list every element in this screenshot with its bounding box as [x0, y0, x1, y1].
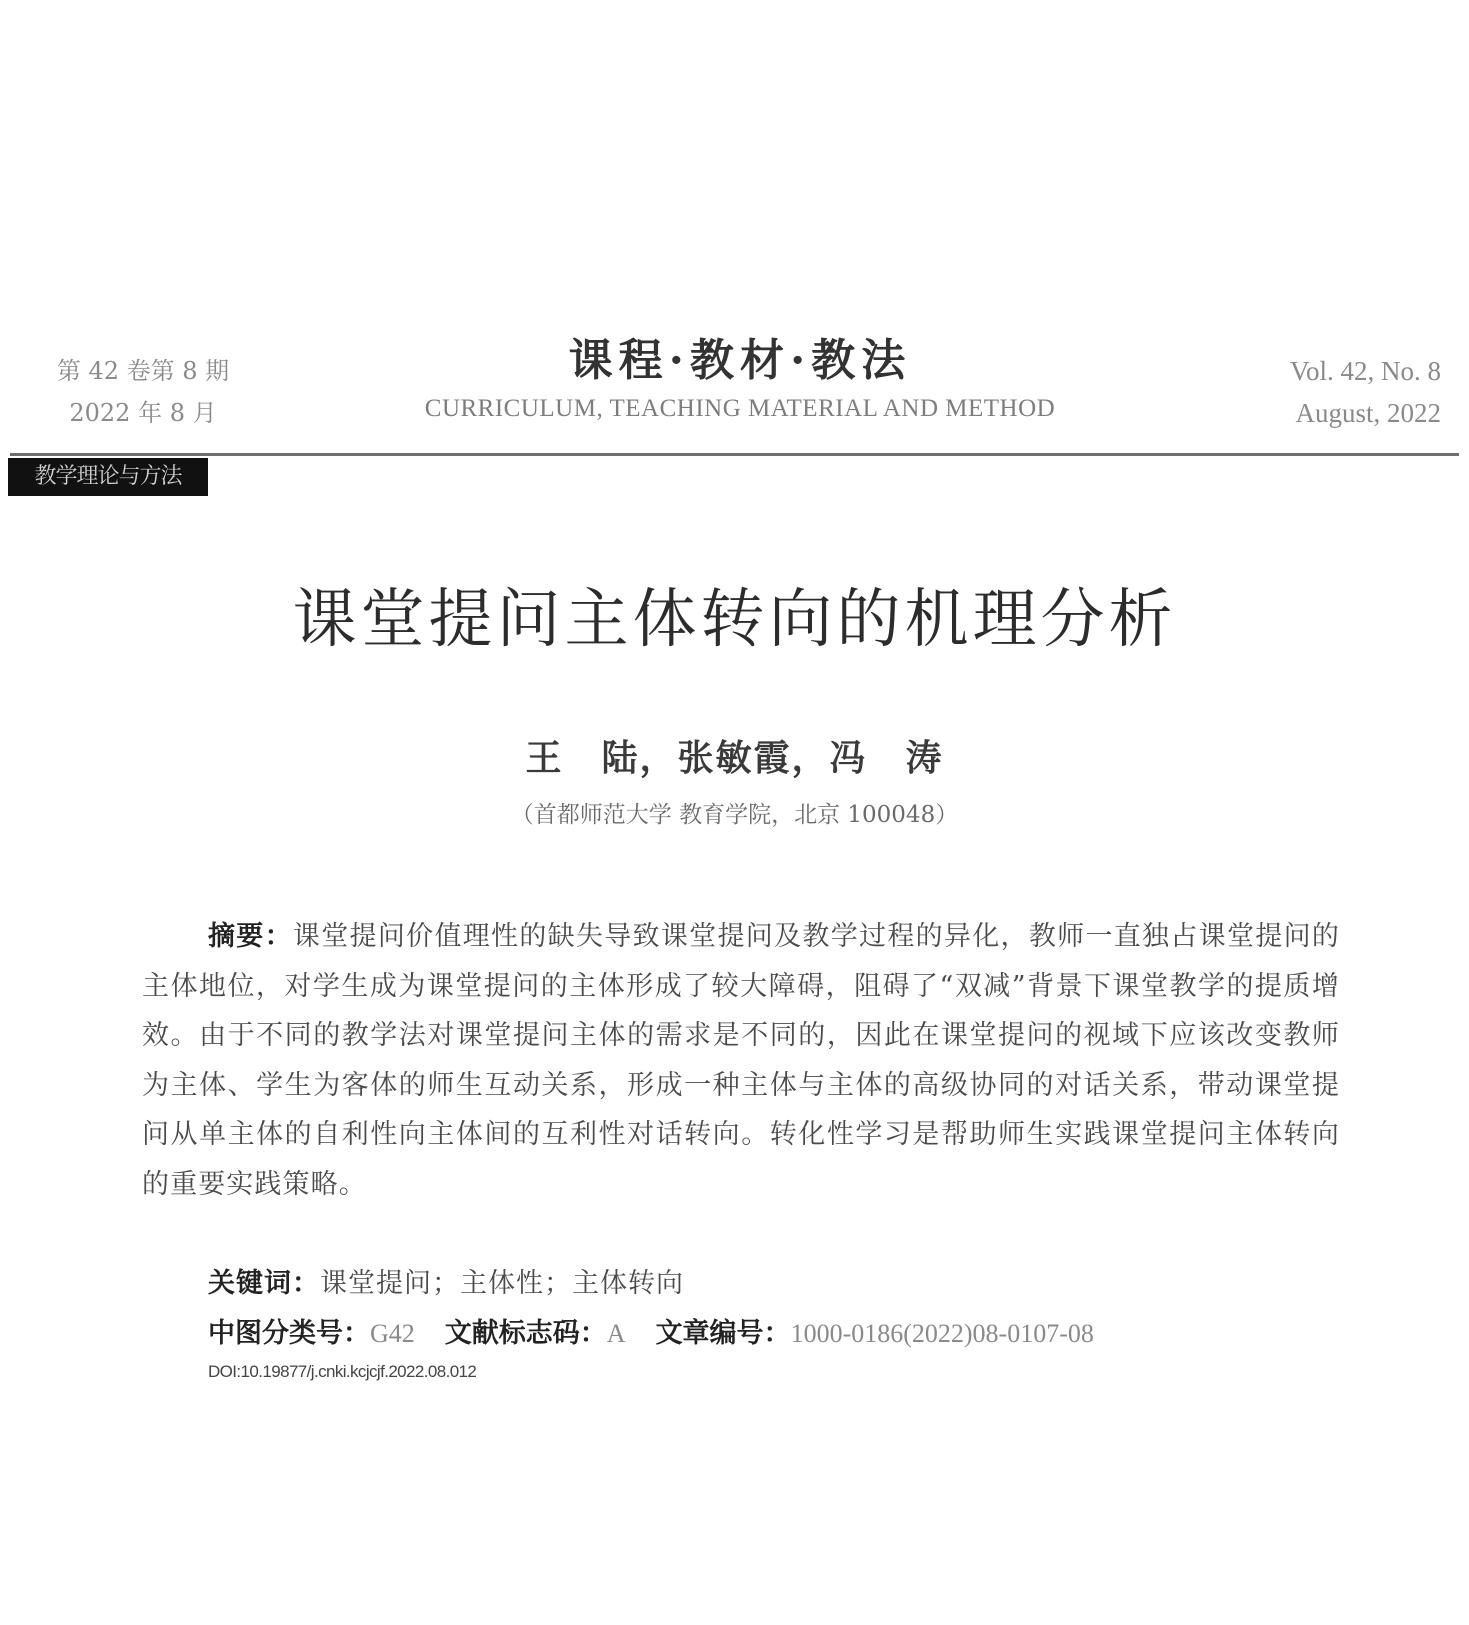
article-no-label: 文章编号：	[655, 1318, 791, 1349]
abstract	[142, 912, 1340, 1209]
article-title: 课堂提问主体转向的机理分析	[292, 583, 1177, 657]
author-list: 王 陆，张敏霞，冯 涛	[525, 737, 944, 779]
publication-date-cn: 2022 年 8 月	[69, 399, 217, 427]
volume-issue: 第 42 卷第 8 期	[56, 357, 230, 385]
journal-title: 课程·教材·教法	[568, 335, 912, 386]
doc-code-value: A	[606, 1319, 626, 1348]
publication-date-en: August, 2022	[1295, 398, 1441, 428]
journal-subtitle: CURRICULUM, TEACHING MATERIAL AND METHOD	[424, 395, 1056, 422]
journal-masthead	[400, 335, 1080, 429]
doc-code-label: 文献标志码：	[444, 1318, 607, 1349]
abstract-label: 摘要：	[208, 921, 293, 952]
clc-value: G42	[370, 1319, 415, 1348]
volume-issue-en: Vol. 42, No. 8	[1289, 356, 1441, 386]
keywords	[208, 1262, 1308, 1306]
section-tag: 教学理论与方法	[8, 458, 208, 496]
volume-issue-info-en	[1211, 350, 1441, 434]
classification-line	[208, 1312, 1358, 1356]
doi: DOI:10.19877/j.cnki.kcjcjf.2022.08.012	[208, 1362, 477, 1381]
author-affiliation: （首都师范大学 教育学院，北京 100048）	[510, 802, 959, 828]
article-no-value: 1000-0186(2022)08-0107-08	[790, 1319, 1094, 1348]
clc-label: 中图分类号：	[208, 1318, 370, 1349]
abstract-text: 课堂提问价值理性的缺失导致课堂提问及教学过程的异化，教师一直独占课堂提问的主体地位，对学生成为课堂提问的主体形成了较大障碍，阻碍了“双减”背景下课堂教学的提质增效。由于不同的教学法对课堂提问主体的需求是不同的，因此在课堂提问的视域下应该改变教师为主体、学生为客体的师生互动关系，形成一种主体与主体的高级协同的对话关系，带动课堂提问从单主体的自利性向主体间的互利性对话转向。转化性学习是帮助师生实践课堂提问主体转向的重要实践策略。	[142, 921, 1340, 1200]
keywords-label: 关键词：	[208, 1268, 320, 1299]
volume-issue-info	[48, 350, 238, 434]
keywords-text: 课堂提问；主体性；主体转向	[320, 1268, 684, 1299]
header-rule	[10, 453, 1459, 456]
